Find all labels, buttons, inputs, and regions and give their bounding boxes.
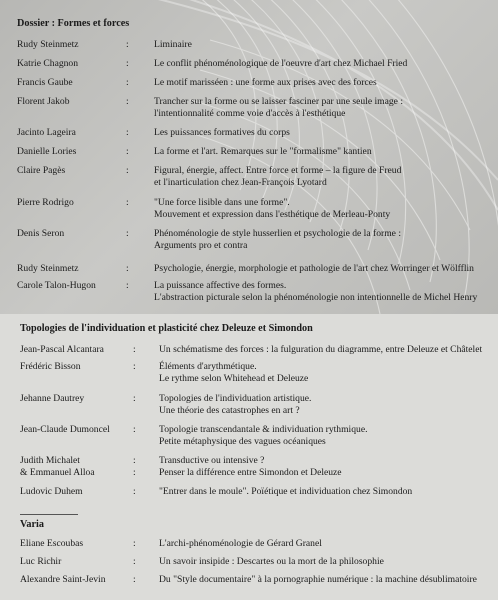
author-name: Carole Talon-Hugon <box>17 280 96 291</box>
author-name: Eliane Escoubas <box>20 538 84 549</box>
separator-colon: : <box>126 77 129 88</box>
author-name: Alexandre Saint-Jevin <box>20 574 106 585</box>
separator-colon: : <box>126 96 129 107</box>
article-title: Éléments d'arythmétique. Le rythme selon Whitehead et Deleuze <box>159 361 309 385</box>
article-title: Topologies de l'individuation artistique. Une théorie des catastrophes en art ? <box>159 393 312 417</box>
author-name: Judith Michalet & Emmanuel Alloa <box>20 455 95 479</box>
author-name: Florent Jakob <box>17 96 70 107</box>
author-name: Danielle Lories <box>17 146 77 157</box>
article-title: "Une force lisible dans une forme". Mouvement et expression dans l'esthétique de Merleau-Ponty <box>154 197 391 221</box>
author-name: Katrie Chagnon <box>17 58 79 69</box>
author-name: Jean-Claude Dumoncel <box>20 424 110 435</box>
separator-colon: : <box>133 574 136 585</box>
section-heading-topologies: Topologies de l'individuation et plasticité chez Deleuze et Simondon <box>20 323 313 334</box>
article-title: La forme et l'art. Remarques sur le "formalisme" kantien <box>154 146 372 157</box>
section-heading-varia: Varia <box>20 519 44 530</box>
article-title: Figural, énergie, affect. Entre force et forme – la figure de Freud et l'inarticulation chez Jean-François Lyotard <box>154 165 402 189</box>
article-title: Transductive ou intensive ? Penser la différence entre Simondon et Deleuze <box>159 455 342 479</box>
author-name: Frédéric Bisson <box>20 361 81 372</box>
author-name: Claire Pagès <box>17 165 66 176</box>
separator-colon: : <box>126 197 129 208</box>
author-name: Jean-Pascal Alcantara <box>20 344 104 355</box>
article-title: La puissance affective des formes. L'abstraction picturale selon la phénoménologie non intentionnelle de Michel Henry <box>154 280 478 304</box>
article-title: Topologie transcendantale & individuation rythmique. Petite métaphysique des vagues océaniques <box>159 424 368 448</box>
article-title: Du "Style documentaire" à la pornographie numérique : la machine désublimatoire <box>159 574 477 585</box>
separator-colon: : <box>133 424 136 435</box>
bottom-panel <box>0 314 498 600</box>
article-title: Le motif marisséen : une forme aux prises avec des forces <box>154 77 377 88</box>
separator-colon: : <box>133 486 136 497</box>
article-title: Les puissances formatives du corps <box>154 127 290 138</box>
separator-colon: : <box>133 361 136 372</box>
article-title: Psychologie, énergie, morphologie et pathologie de l'art chez Worringer et Wölfflin <box>154 263 474 274</box>
article-title: Phénoménologie de style husserlien et psychologie de la forme : Arguments pro et contra <box>154 228 401 252</box>
author-name: Rudy Steinmetz <box>17 263 79 274</box>
author-name: Ludovic Duhem <box>20 486 83 497</box>
separator-colon: : <box>133 538 136 549</box>
separator-colon: : : <box>133 455 136 479</box>
separator-colon: : <box>126 39 129 50</box>
article-title: Liminaire <box>154 39 192 50</box>
author-name: Pierre Rodrigo <box>17 197 74 208</box>
article-title: Le conflit phénoménologique de l'oeuvre d'art chez Michael Fried <box>154 58 408 69</box>
author-name: Francis Gaube <box>17 77 73 88</box>
article-title: Trancher sur la forme ou se laisser fasciner par une seule image : l'intentionnalité comme voie d'accès à l'esthétique <box>154 96 403 120</box>
author-name: Jehanne Dautrey <box>20 393 85 404</box>
separator-colon: : <box>133 556 136 567</box>
author-name: Rudy Steinmetz <box>17 39 79 50</box>
author-name: Luc Richir <box>20 556 62 567</box>
separator-colon: : <box>126 280 129 291</box>
author-name: Jacinto Lageira <box>17 127 76 138</box>
separator-colon: : <box>126 146 129 157</box>
section-heading-dossier: Dossier : Formes et forces <box>17 18 130 29</box>
separator-colon: : <box>126 263 129 274</box>
article-title: Un savoir insipide : Descartes ou la mort de la philosophie <box>159 556 384 567</box>
article-title: L'archi-phénoménologie de Gérard Granel <box>159 538 322 549</box>
separator-colon: : <box>126 58 129 69</box>
separator-colon: : <box>126 165 129 176</box>
separator-colon: : <box>126 228 129 239</box>
separator-colon: : <box>133 344 136 355</box>
article-title: "Entrer dans le moule". Poïétique et individuation chez Simondon <box>159 486 413 497</box>
article-title: Un schématisme des forces : la fulguration du diagramme, entre Deleuze et Châtelet <box>159 344 483 355</box>
author-name: Denis Seron <box>17 228 65 239</box>
separator-colon: : <box>133 393 136 404</box>
section-divider <box>20 514 78 515</box>
separator-colon: : <box>126 127 129 138</box>
